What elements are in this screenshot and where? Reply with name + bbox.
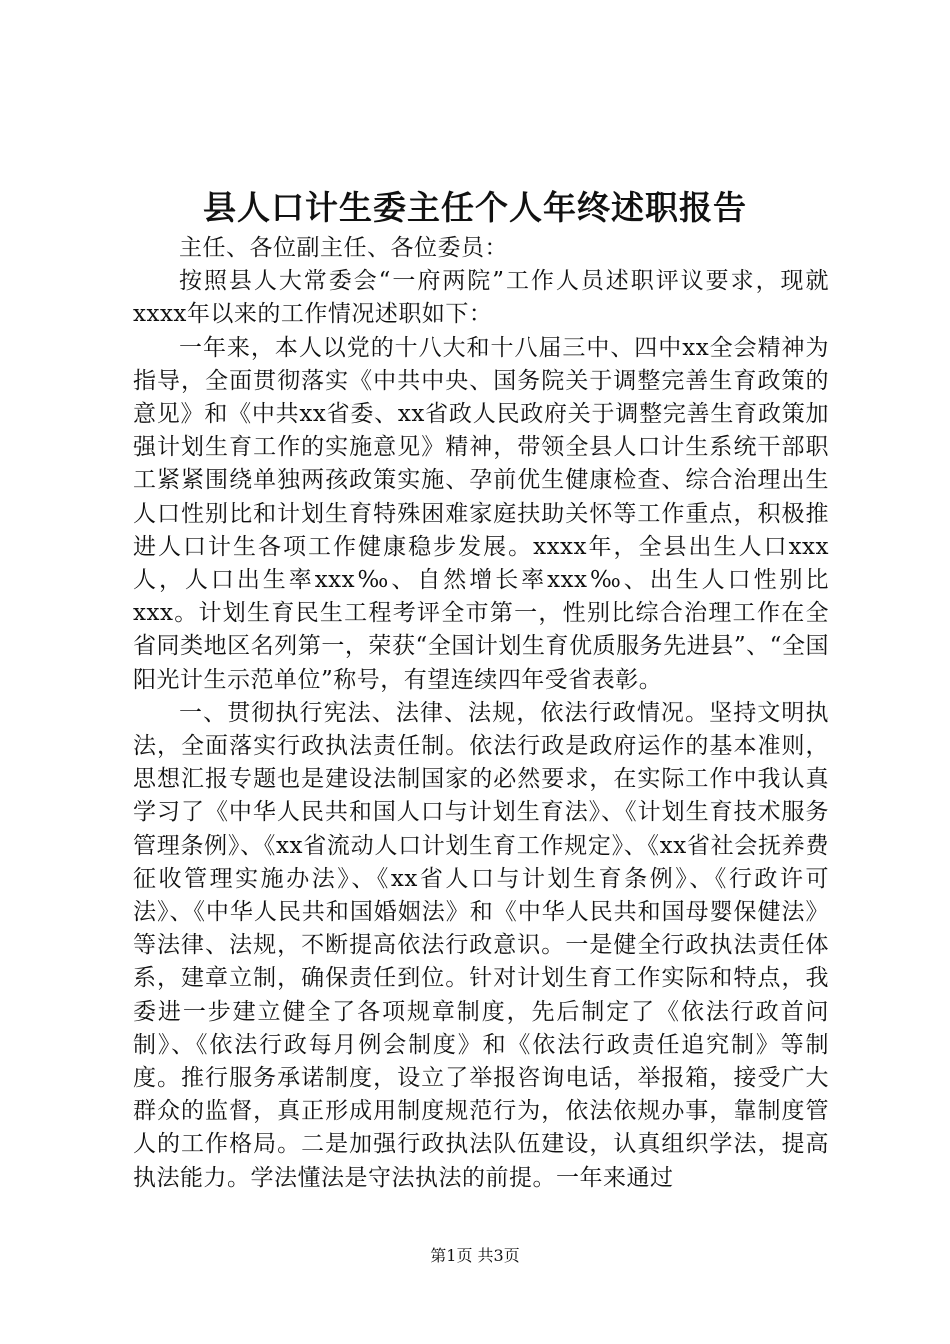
paragraph-section-one: 一、贯彻执行宪法、法律、法规，依法行政情况。坚持文明执法，全面落实行政执法责任制。依法行政是政府运作的基本准则，思想汇报专题也是建设法制国家的必然要求，在实际工作中我认真学习了《中华人民共和国人口与计划生育法》、《计划生育技术服务管理条例》、《xx省流动人口计划生育工作规定》、《xx省社会抚养费征收管理实施办法》、《xx省人口与计划生育条例》、《行政许可法》、《中华人民共和国婚姻法》和《中华人民共和国母婴保健法》等法律、法规，不断提高依法行政意识。一是健全行政执法责任体系，建章立制，确保责任到位。针对计划生育工作实际和特点，我委进一步建立健全了各项规章制度，先后制定了《依法行政首问制》、《依法行政每月例会制度》和《依法行政责任追究制》等制度。推行服务承诺制度，设立了举报咨询电话，举报箱，接受广大群众的监督，真正形成用制度规范行为，依法依规办事，靠制度管人的工作格局。二是加强行政执法队伍建设，认真组织学法，提高执法能力。学法懂法是守法执法的前提。一年来通过 — [133, 699, 829, 1191]
document-title: 县人口计生委主任个人年终述职报告 — [203, 188, 747, 227]
salutation: 主任、各位副主任、各位委员： — [179, 235, 508, 261]
paragraph-intro: 按照县人大常委会“一府两院”工作人员述职评议要求，现就xxxx年以来的工作情况述职如下： — [133, 268, 829, 328]
paragraph-summary: 一年来，本人以党的十八大和十八届三中、四中xx全会精神为指导，全面贯彻落实《中共中央、国务院关于调整完善生育政策的意见》和《中共xx省委、xx省政人民政府关于调整完善生育政策加强计划生育工作的实施意见》精神，带领全县人口计生系统干部职工紧紧围绕单独两孩政策实施、孕前优生健康检查、综合治理出生人口性别比和计划生育特殊困难家庭扶助关怀等工作重点，积极推进人口计生各项工作健康稳步发展。xxxx年，全县出生人口xxx人，人口出生率xxx‰、自然增长率xxx‰、出生人口性别比xxx。计划生育民生工程考评全市第一，性别比综合治理工作在全省同类地区名列第一，荣获“全国计划生育优质服务先进县”、“全国阳光计生示范单位”称号，有望连续四年受省表彰。 — [133, 334, 829, 693]
page-number-footer: 第1页 共3页 — [430, 1246, 520, 1265]
document-body — [133, 232, 829, 1195]
